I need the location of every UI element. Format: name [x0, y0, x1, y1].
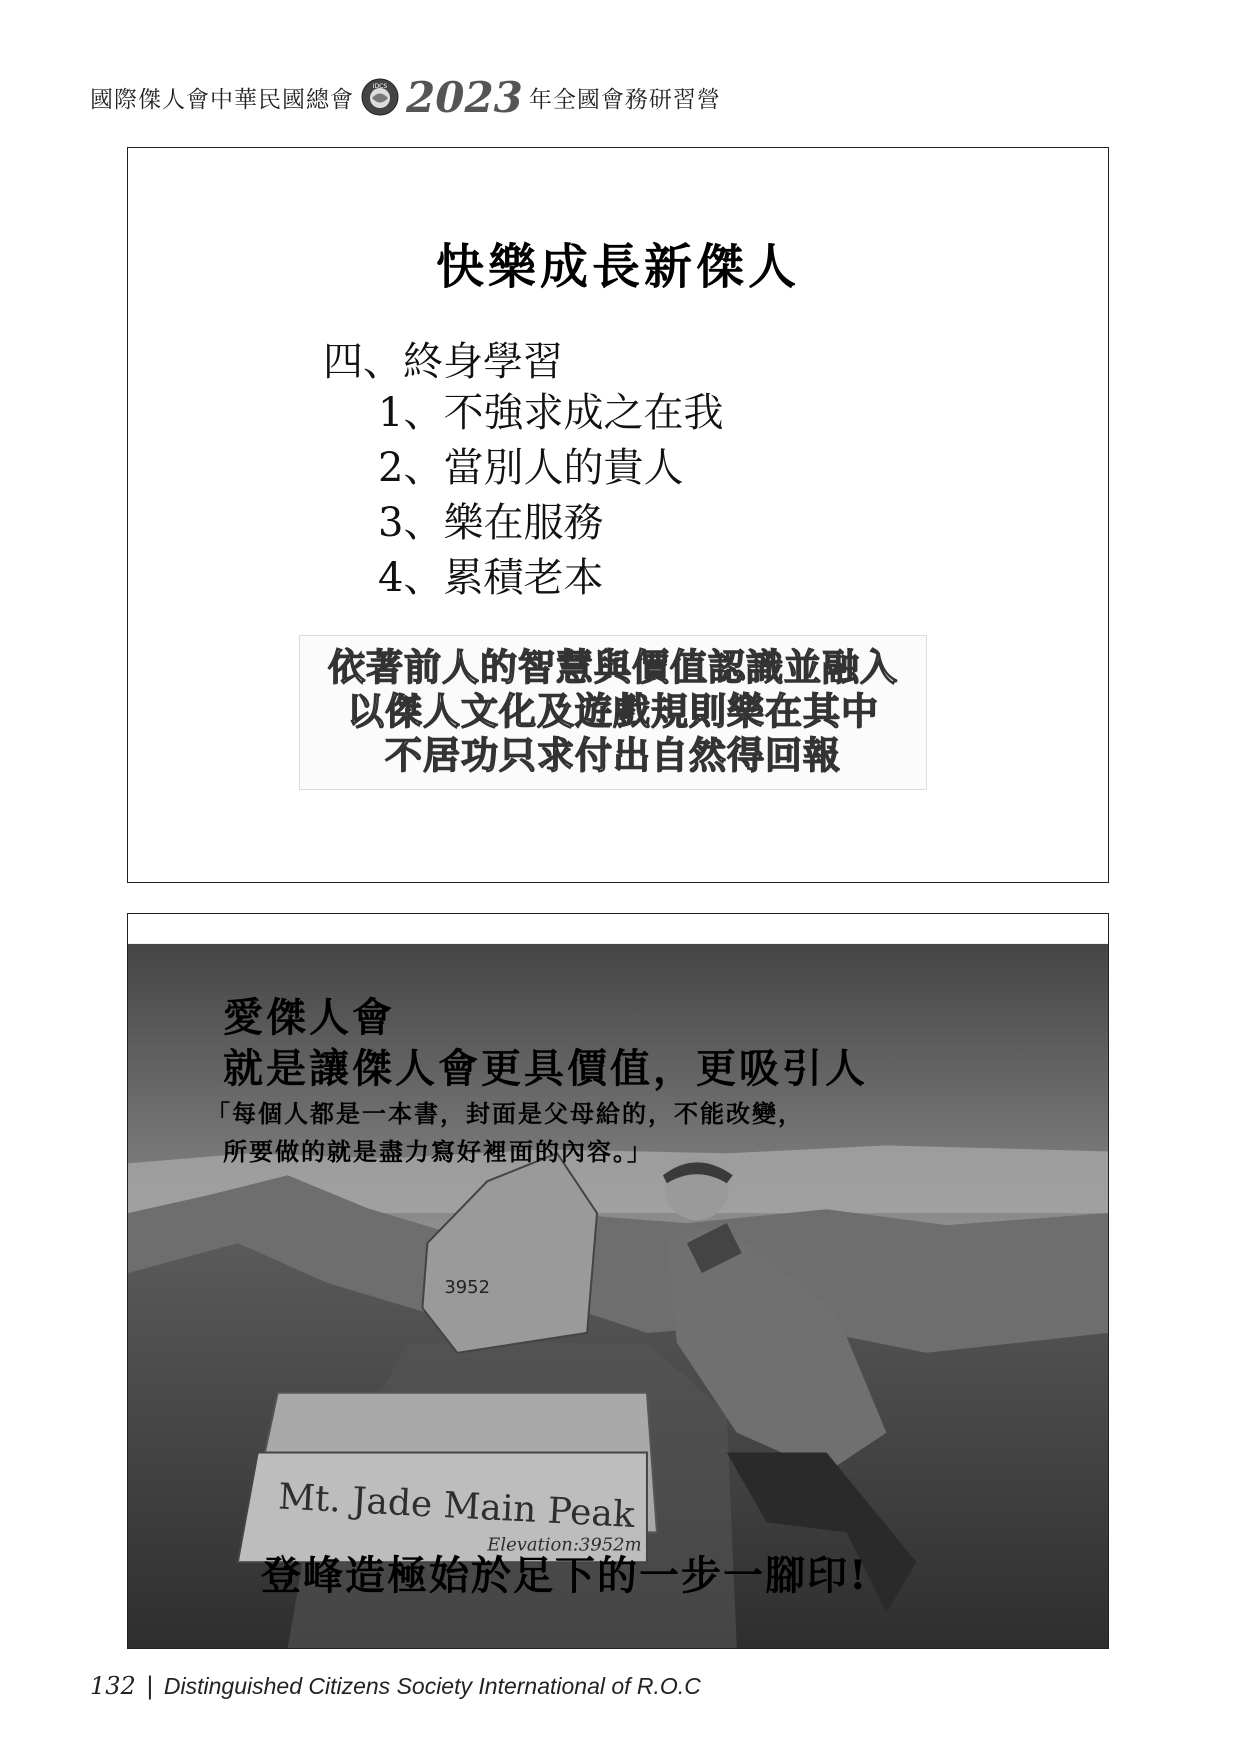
learning-list	[378, 386, 723, 606]
page-number: 132	[90, 1672, 136, 1700]
page-header	[90, 72, 721, 122]
list-item: 2、當別人的貴人	[378, 445, 684, 491]
callout-line: 依著前人的智慧與價值認識並融入	[328, 646, 898, 689]
slide-1	[127, 147, 1109, 883]
slide2-heading: 愛傑人會	[223, 994, 395, 1041]
slide2-subheading: 就是讓傑人會更具價值，更吸引人	[223, 1045, 868, 1092]
header-year: 2023	[406, 72, 523, 122]
callout-line: 以傑人文化及遊戲規則樂在其中	[347, 690, 879, 733]
footer-separator: |	[145, 1672, 154, 1700]
org-name: 國際傑人會中華民國總會	[90, 86, 354, 113]
footer-org-name: Distinguished Citizens Society International of R.O.C	[163, 1673, 701, 1699]
plaque-title: Mt. Jade Main Peak	[277, 1476, 636, 1537]
event-name: 年全國會務研習營	[528, 86, 721, 113]
quote-line: 「每個人都是一本書，封面是父母給的，不能改變，	[206, 1099, 804, 1128]
quote-line: 所要做的就是盡力寫好裡面的內容。」	[223, 1137, 653, 1166]
logo-text: IDCS	[372, 83, 388, 90]
slide-2	[127, 913, 1109, 1649]
plaque-elevation: Elevation:3952m	[487, 1534, 642, 1556]
callout-line: 不居功只求付出自然得回報	[385, 734, 841, 777]
section-heading: 四、終身學習	[323, 339, 563, 385]
callout-box	[299, 635, 927, 790]
org-logo-icon	[360, 77, 400, 117]
slide-title: 快樂成長新傑人	[435, 239, 800, 295]
list-item: 4、累積老本	[378, 555, 604, 601]
stone-marker-text: 3952	[444, 1276, 491, 1298]
list-item: 3、樂在服務	[378, 500, 604, 546]
bottom-caption: 登峰造極始於足下的一步一腳印!	[261, 1552, 869, 1599]
page-footer	[90, 1672, 701, 1700]
list-item: 1、不強求成之在我	[378, 390, 724, 436]
